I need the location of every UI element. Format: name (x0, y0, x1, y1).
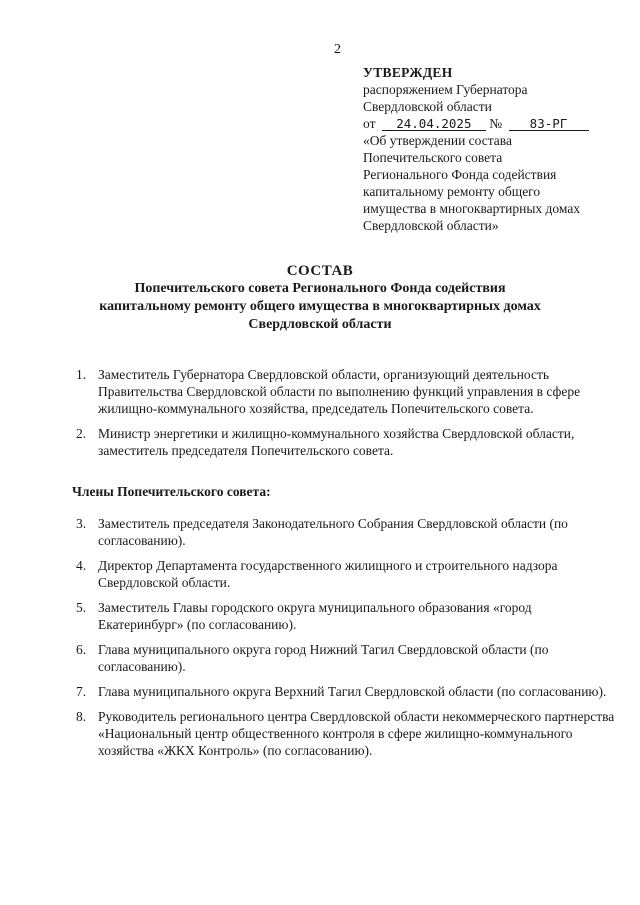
approval-number: 83-РГ (509, 117, 589, 131)
approval-line-2: Свердловской области (363, 99, 492, 114)
page-number: 2 (334, 42, 341, 57)
members-heading: Члены Попечительского совета: (72, 484, 271, 499)
members-list (76, 515, 616, 767)
approval-line-1: распоряжением Губернатора (363, 82, 528, 97)
item-number: 1. (76, 367, 87, 382)
item-text: Глава муниципального округа город Нижний Тагил Свердловской области (по согласованию). (98, 642, 549, 674)
list-item (76, 599, 616, 633)
approval-date-number-line (363, 115, 625, 132)
item-number: 2. (76, 426, 87, 441)
approval-date: 24.04.2025 (382, 117, 486, 131)
item-number: 6. (76, 642, 87, 657)
approval-subject-line: имущества в многоквартирных домах (363, 201, 581, 216)
leadership-list (76, 366, 616, 467)
list-item (76, 425, 616, 459)
approval-subject-line: Регионального Фонда содействия (363, 167, 557, 182)
item-text: Заместитель председателя Законодательного Собрания Свердловской области (по согласованию). (98, 516, 568, 548)
item-text: Директор Департамента государственного жилищного и строительного надзора Свердловской области. (98, 558, 558, 590)
list-item (76, 366, 616, 417)
item-number: 5. (76, 600, 87, 615)
document-title (0, 262, 640, 334)
number-label: № (489, 116, 503, 131)
list-item (76, 641, 616, 675)
from-label: от (363, 116, 376, 131)
item-text: Министр энергетики и жилищно-коммунального хозяйства Свердловской области, заместитель председателя Попечительского совета. (98, 426, 575, 458)
item-number: 7. (76, 684, 87, 699)
title-line: Попечительского совета Регионального Фонда содействия (134, 281, 506, 296)
list-item (76, 557, 616, 591)
item-text: Заместитель Главы городского округа муниципального образования «город Екатеринбург» (по согласованию). (98, 600, 532, 632)
title-main: СОСТАВ (286, 263, 354, 279)
list-item (76, 683, 616, 700)
title-line: Свердловской области (248, 317, 392, 332)
item-text: Руководитель регионального центра Свердловской области некоммерческого партнерства «Национальный центр общественного контроля в сфере жилищно-коммунального хозяйства «ЖКХ Контроль» (по согласованию). (98, 709, 615, 758)
approval-block (363, 64, 625, 234)
title-line: капитальному ремонту общего имущества в многоквартирных домах (99, 299, 541, 314)
item-number: 3. (76, 516, 87, 531)
approval-heading: УТВЕРЖДЕН (363, 65, 453, 80)
approval-subject-line: Попечительского совета (363, 150, 503, 165)
item-text: Глава муниципального округа Верхний Тагил Свердловской области (по согласованию). (98, 684, 607, 699)
list-item (76, 708, 616, 759)
list-item (76, 515, 616, 549)
item-number: 4. (76, 558, 87, 573)
item-number: 8. (76, 709, 87, 724)
approval-subject-line: «Об утверждении состава (363, 133, 512, 148)
approval-subject-line: капитальному ремонту общего (363, 184, 541, 199)
item-text: Заместитель Губернатора Свердловской области, организующий деятельность Правительства Свердловской области по выполнению функций управления в сфере жилищно-коммунального хозяйства, председатель Попечительского совета. (98, 367, 581, 416)
approval-subject-line: Свердловской области» (363, 218, 499, 233)
